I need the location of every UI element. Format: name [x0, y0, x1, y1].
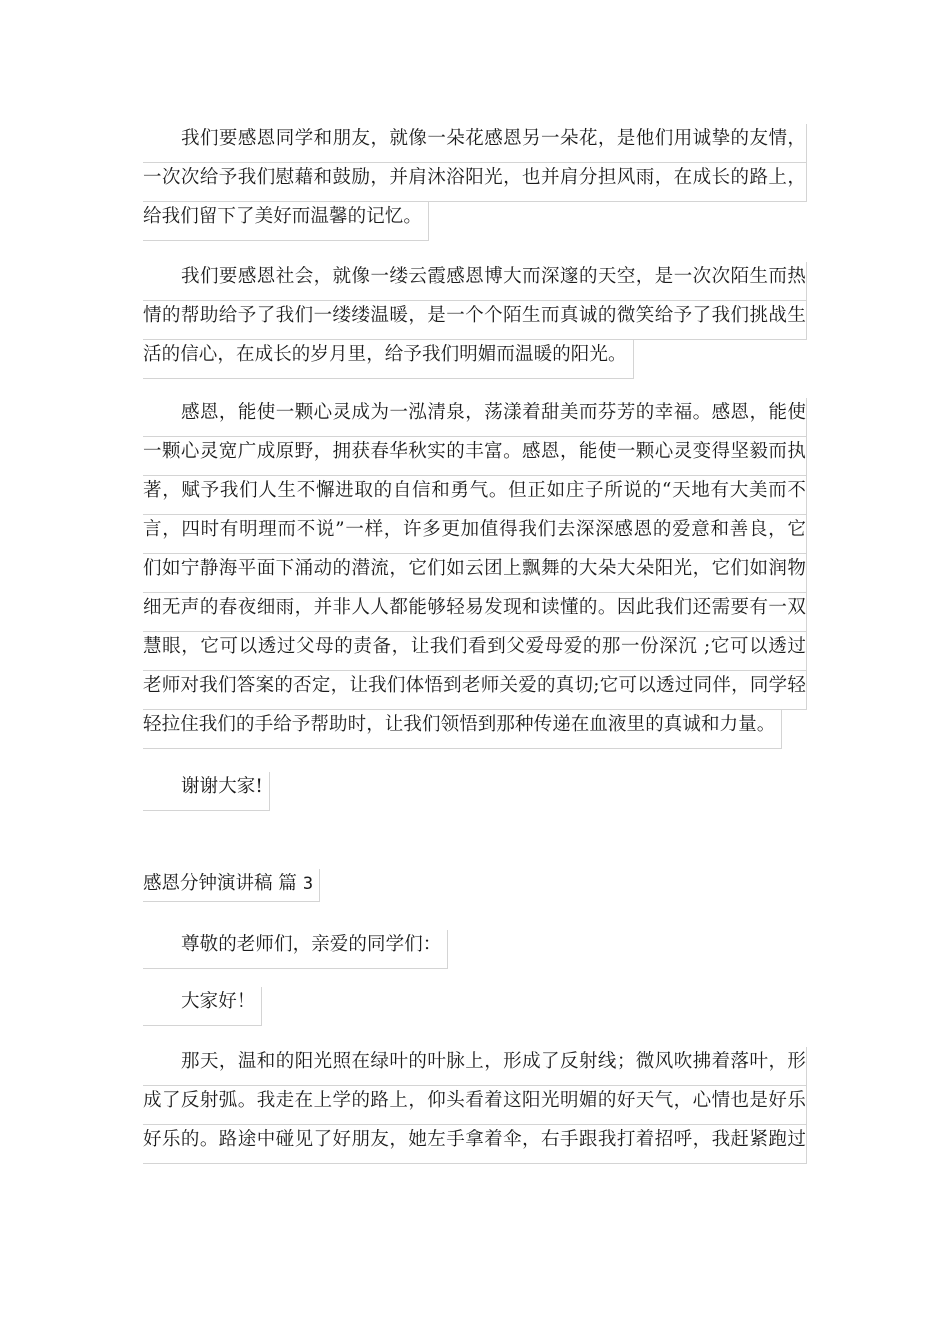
text-line: 情的帮助给予了我们一缕缕温暖，是一个个陌生而真诚的微笑给予了我们挑战生: [143, 301, 807, 340]
text-line: 我们要感恩同学和朋友，就像一朵花感恩另一朵花，是他们用诚挚的友情，: [143, 124, 807, 163]
paragraph-story: [143, 1047, 807, 1164]
text-line: 大家好！: [143, 987, 262, 1026]
heading-number: 3: [302, 874, 314, 894]
heading-section: 篇: [278, 873, 297, 894]
text-line: 老师对我们答案的否定，让我们体悟到老师关爱的真切;它可以透过同伴，同学轻: [143, 671, 807, 710]
section-heading: [143, 869, 320, 902]
text-line: 谢谢大家!: [143, 772, 270, 811]
paragraph-friends: [143, 124, 807, 241]
text-line: 细无声的春夜细雨，并非人人都能够轻易发现和读懂的。因此我们还需要有一双: [143, 593, 807, 632]
text-line: 感恩，能使一颗心灵成为一泓清泉，荡漾着甜美而芬芳的幸福。感恩，能使: [143, 398, 807, 437]
paragraph-gratitude: [143, 398, 807, 749]
text-line: 活的信心，在成长的岁月里，给予我们明媚而温暖的阳光。: [143, 340, 634, 379]
text-line: 一次次给予我们慰藉和鼓励，并肩沐浴阳光，也并肩分担风雨，在成长的路上，: [143, 163, 807, 202]
text-line: 给我们留下了美好而温馨的记忆。: [143, 202, 429, 241]
text-line: 言，四时有明理而不说”一样，许多更加值得我们去深深感恩的爱意和善良，它: [143, 515, 807, 554]
text-line: 轻拉住我们的手给予帮助时，让我们领悟到那种传递在血液里的真诚和力量。: [143, 710, 782, 749]
text-line: 尊敬的老师们，亲爱的同学们：: [143, 930, 448, 969]
text-line: 好乐的。路途中碰见了好朋友，她左手拿着伞，右手跟我打着招呼，我赶紧跑过: [143, 1125, 807, 1164]
heading-title: 感恩分钟演讲稿: [143, 873, 273, 894]
paragraph-greeting: [143, 987, 807, 1026]
text-line: 成了反射弧。我走在上学的路上，仰头看着这阳光明媚的好天气，心情也是好乐: [143, 1086, 807, 1125]
text-line: 慧眼，它可以透过父母的责备，让我们看到父爱母爱的那一份深沉 ;它可以透过: [143, 632, 807, 671]
text-line: 著，赋予我们人生不懈进取的自信和勇气。但正如庄子所说的“天地有大美而不: [143, 476, 807, 515]
text-line: 一颗心灵宽广成原野，拥获春华秋实的丰富。感恩，能使一颗心灵变得坚毅而执: [143, 437, 807, 476]
paragraph-society: [143, 262, 807, 379]
paragraph-salutation: [143, 930, 807, 969]
paragraph-thanks: [143, 772, 807, 811]
text-line: 们如宁静海平面下涌动的潜流，它们如云团上飘舞的大朵大朵阳光，它们如润物: [143, 554, 807, 593]
text-line: 那天，温和的阳光照在绿叶的叶脉上，形成了反射线；微风吹拂着落叶，形: [143, 1047, 807, 1086]
text-line: 我们要感恩社会，就像一缕云霞感恩博大而深邃的天空，是一次次陌生而热: [143, 262, 807, 301]
